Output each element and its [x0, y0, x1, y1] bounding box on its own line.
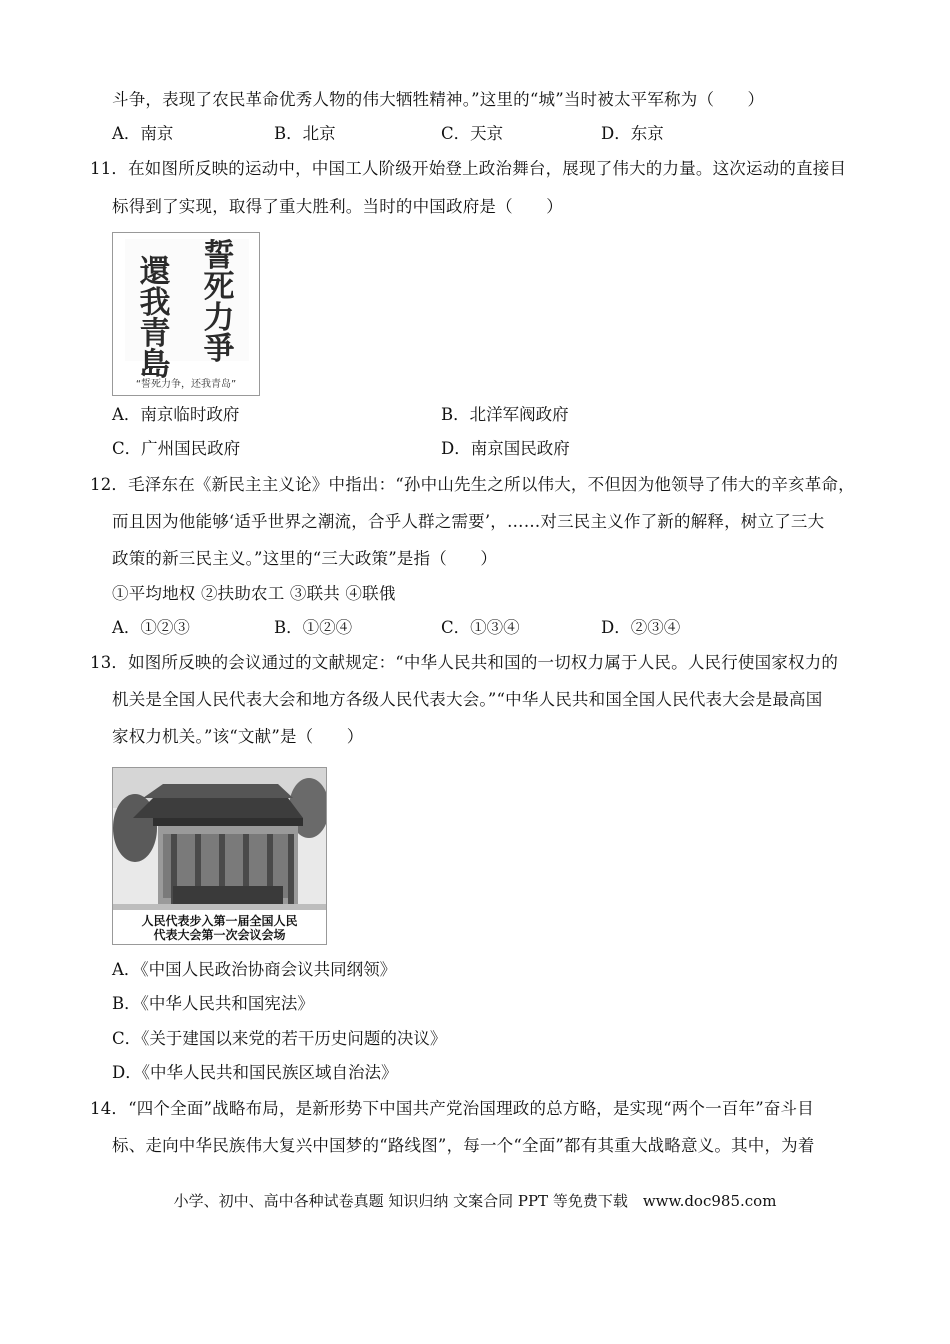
q12-stem-line-2: 而且因为他能够‘适乎世界之潮流，合乎人群之需要’，……对三民主义作了新的解释，树立了三大 [112, 512, 825, 531]
q12-option-b: B．①②④ [274, 618, 353, 637]
q13-stem-line-2: 机关是全国人民代表大会和地方各级人民代表大会。”“中华人民共和国全国人民代表大会是最高国 [112, 690, 823, 709]
q12-option-d: D．②③④ [601, 618, 681, 637]
q10-option-b: B．北京 [274, 124, 336, 143]
q10-stem-line: 斗争，表现了农民革命优秀人物的伟大牺牲精神。”这里的“城”当时被太平军称为（ ） [112, 90, 765, 109]
q12-option-a: A．①②③ [112, 618, 190, 637]
congress-caption-line-2: 代表大会第一次会议会场 [153, 928, 286, 942]
q13-option-a: A．《中国人民政治协商会议共同纲领》 [112, 960, 397, 979]
congress-caption-line-1: 人民代表步入第一届全国人民 [141, 914, 298, 928]
slogan-column-left: 還我青島 [139, 254, 171, 383]
q11-option-b: B．北洋军阀政府 [441, 405, 569, 424]
q11-option-a: A．南京临时政府 [112, 405, 240, 424]
q12-option-c: C．①③④ [441, 618, 520, 637]
q10-option-a: A．南京 [112, 124, 174, 143]
slogan-caption: “誓死力争，还我青岛” [135, 379, 237, 390]
q12-stem-line-1: 12．毛泽东在《新民主主义论》中指出：“孙中山先生之所以伟大，不但因为他领导了伟大的辛亥革命， [90, 475, 855, 494]
congress-photo [112, 767, 327, 945]
q13-stem-line-3: 家权力机关。”该“文献”是（ ） [112, 727, 364, 746]
q11-option-c: C．广州国民政府 [112, 439, 241, 458]
q11-stem-line-1: 11．在如图所反映的运动中，中国工人阶级开始登上政治舞台，展现了伟大的力量。这次运动的直接目 [90, 159, 847, 178]
q13-option-d: D．《中华人民共和国民族区域自治法》 [112, 1063, 398, 1082]
q13-option-c: C．《关于建国以来党的若干历史问题的决议》 [112, 1029, 447, 1048]
q14-stem-line-1: 14．“四个全面”战略布局，是新形势下中国共产党治国理政的总方略，是实现“两个一百年”奋斗目 [90, 1099, 814, 1118]
q13-option-b: B．《中华人民共和国宪法》 [112, 994, 314, 1013]
q10-option-d: D．东京 [601, 124, 664, 143]
page-footer: 小学、初中、高中各种试卷真题 知识归纳 文案合同 PPT 等免费下载 www.doc985.com [173, 1192, 777, 1210]
q11-option-d: D．南京国民政府 [441, 439, 570, 458]
q14-stem-line-2: 标、走向中华民族伟大复兴中国梦的“路线图”，每一个“全面”都有其重大战略意义。其中，为着 [112, 1136, 815, 1155]
slogan-image [112, 232, 260, 396]
q10-option-c: C．天京 [441, 124, 504, 143]
slogan-column-right: 誓死力爭 [203, 238, 235, 367]
q12-stem-line-3: 政策的新三民主义。”这里的“三大政策”是指（ ） [112, 549, 498, 568]
q13-stem-line-1: 13．如图所反映的会议通过的文献规定：“中华人民共和国的一切权力属于人民。人民行使国家权力的 [90, 653, 839, 672]
q11-stem-line-2: 标得到了实现，取得了重大胜利。当时的中国政府是（ ） [112, 197, 563, 216]
q12-items: ①平均地权 ②扶助农工 ③联共 ④联俄 [112, 584, 396, 603]
slogan-calligraphy [125, 238, 249, 383]
